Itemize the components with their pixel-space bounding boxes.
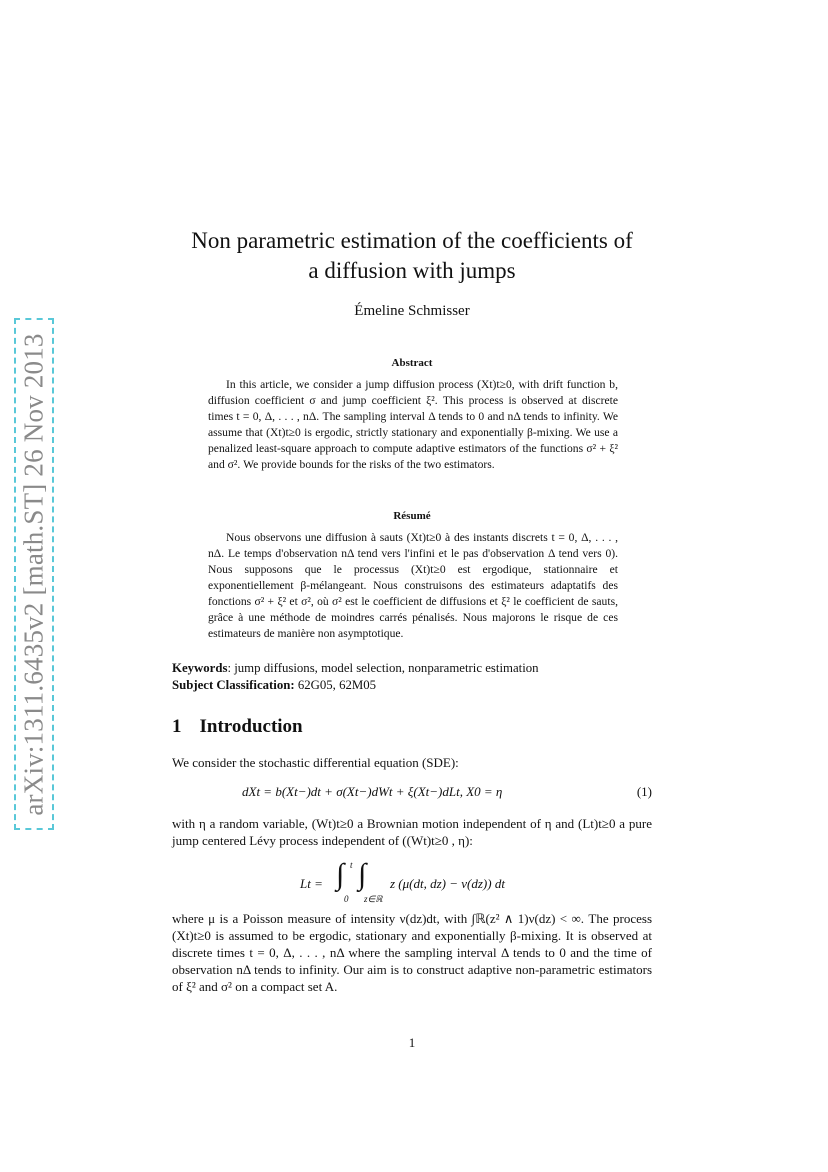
resume-heading: Résumé <box>393 510 431 522</box>
resume-text: Nous observons une diffusion à sauts (Xt)t≥0 à des instants discrets t = 0, Δ, . . . , nΔ. Le temps d'observation nΔ tend vers l'infini et le pas d'observation Δ tend vers 0). Nous supposons que le processus (Xt)t≥0 est ergodique, stationnaire et exponentiellement β-mélangeant. Nous construisons des estimateurs adaptatifs des fonctions σ² + ξ² et σ², où σ² est le coefficient de diffusions et ξ² le coefficient de sauts, grâce à une méthode de moindres carrés pénalisés. Nous majorons le risque de ces estimateurs de manière non asymptotique. <box>208 531 618 640</box>
section-title: Introduction <box>199 716 303 737</box>
intro-paragraph-2: with η a random variable, (Wt)t≥0 a Brownian motion independent of η and (Lt)t≥0 a pure jump centered Lévy process independent of ((Wt)t≥0 , η): <box>172 816 652 848</box>
author-name: Émeline Schmisser <box>354 303 470 319</box>
equation-1-body: dXt = b(Xt−)dt + σ(Xt−)dWt + ξ(Xt−)dLt, X0 = η <box>242 784 503 799</box>
integral-upper-limit: t <box>350 860 353 870</box>
section-heading <box>172 716 303 738</box>
integral-rhs: z (μ(dt, dz) − ν(dz)) dt <box>390 876 505 891</box>
integral-sign-2: ∫ <box>358 858 367 891</box>
keywords-line <box>172 660 652 677</box>
title-line-2: a diffusion with jumps <box>308 258 516 283</box>
integral-lower-limit-1: 0 <box>344 894 349 904</box>
classification-text: 62G05, 62M05 <box>294 678 377 692</box>
keywords-label: Keywords <box>172 661 228 675</box>
abstract-heading: Abstract <box>391 357 433 369</box>
classification-line <box>172 677 652 694</box>
intro-paragraph-3: where μ is a Poisson measure of intensity ν(dz)dt, with ∫ℝ(z² ∧ 1)ν(dz) < ∞. The process (Xt)t≥0 is assumed to be ergodic, stationary and exponentially β-mixing. It is observed at discrete times t = 0, Δ, . . . , nΔ where the sampling interval Δ tends to 0 and the time of observation nΔ tends to infinity. Our aim is to construct adaptive non-parametric estimators of ξ² and σ² on a compact set A. <box>172 911 652 994</box>
integral-lower-limit-2: z∈ℝ <box>364 894 383 904</box>
abstract-text: In this article, we consider a jump diffusion process (Xt)t≥0, with drift function b, diffusion coefficient σ and jump coefficient ξ². This process is observed at discrete times t = 0, Δ, . . . , nΔ. The sampling interval Δ tends to 0 and nΔ tends to infinity. We assume that (Xt)t≥0 is ergodic, strictly stationary and exponentially β-mixing. We use a penalized least-square approach to compute adaptive estimators of the functions σ² + ξ² and σ². We provide bounds for the risks of the two estimators. <box>208 378 618 471</box>
arxiv-identifier-stamp <box>14 318 54 830</box>
keywords-text: : jump diffusions, model selection, nonparametric estimation <box>227 661 539 675</box>
paper-title <box>172 226 652 286</box>
classification-label: Subject Classification: <box>172 678 295 692</box>
page-number: 1 <box>408 1035 416 1050</box>
integral-lhs: Lt = <box>300 876 323 891</box>
title-line-1: Non parametric estimation of the coefficients of <box>191 228 633 253</box>
equation-1 <box>172 784 652 802</box>
integral-sign-1: ∫ <box>336 858 345 891</box>
arxiv-id-text: arXiv:1311.6435v2 [math.ST] 26 Nov 2013 <box>18 332 49 816</box>
equation-1-number: (1) <box>636 784 652 799</box>
section-number: 1 <box>172 716 182 737</box>
intro-sentence: We consider the stochastic differential equation (SDE): <box>172 755 459 770</box>
